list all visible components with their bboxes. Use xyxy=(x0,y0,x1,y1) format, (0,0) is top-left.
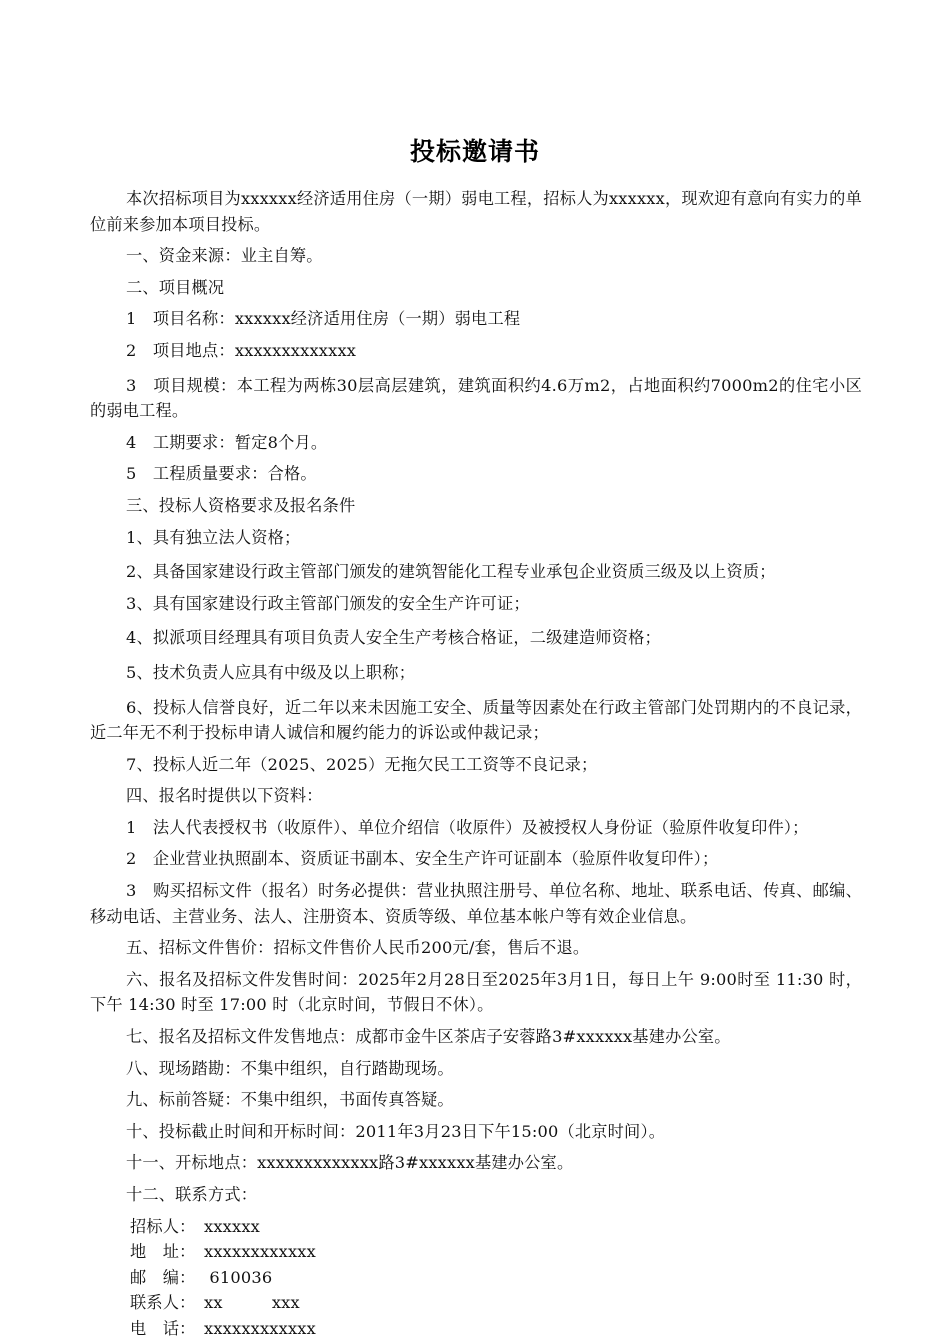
qualification-item: 4、拟派项目经理具有项目负责人安全生产考核合格证，二级建造师资格； xyxy=(126,628,661,648)
section-heading-documents: 四、报名时提供以下资料： xyxy=(126,786,323,806)
qualification-item: 6、投标人信誉良好，近二年以来未因施工安全、质量等因素处在行政主管部门处罚期内的不良记录，近二年无不利于投标申请人诚信和履约能力的诉讼或仲裁记录； xyxy=(90,697,862,743)
site-visit: 八、现场踏勘：不集中组织，自行踏勘现场。 xyxy=(126,1058,454,1078)
contact-row-address xyxy=(90,1239,862,1265)
project-scale: 3 项目规模：本工程为两栋30层高层建筑，建筑面积约4.6万m2，占地面积约7000m2的住宅小区的弱电工程。 xyxy=(90,375,862,421)
funding-source: 一、资金来源：业主自筹。 xyxy=(126,246,323,266)
contact-row-tenderer xyxy=(90,1214,862,1240)
section-heading-overview: 二、项目概况 xyxy=(126,277,225,297)
qualification-item: 2、具备国家建设行政主管部门颁发的建筑智能化工程专业承包企业资质三级及以上资质； xyxy=(126,562,776,582)
qualification-item: 1、具有独立法人资格； xyxy=(126,527,301,547)
document-item: 3 购买招标文件（报名）时务必提供：营业执照注册号、单位名称、地址、联系电话、传真、邮编、移动电话、主营业务、法人、注册资本、资质等级、单位基本帐户等有效企业信息。 xyxy=(90,881,862,926)
project-name: 1 项目名称：xxxxxx经济适用住房（一期）弱电工程 xyxy=(126,309,521,329)
contact-label: 电 话： xyxy=(130,1318,196,1338)
contact-row-phone xyxy=(90,1316,862,1342)
bid-deadline: 十、投标截止时间和开标时间：2011年3月23日下午15:00（北京时间）。 xyxy=(126,1121,666,1141)
bid-opening-location: 十一、开标地点：xxxxxxxxxxxxx路3#xxxxxx基建办公室。 xyxy=(126,1153,574,1173)
contact-value: 610036 xyxy=(204,1267,273,1287)
contact-value: xxxxxx xyxy=(204,1216,260,1236)
contact-label: 地 址： xyxy=(130,1242,196,1262)
contact-label: 招标人： xyxy=(130,1216,196,1236)
section-heading-qualification: 三、投标人资格要求及报名条件 xyxy=(126,495,356,515)
registration-time: 六、报名及招标文件发售时间：2025年2月28日至2025年3月1日，每日上午 9:00时至 11:30 时，下午 14:30 时至 17:00 时（北京时间，节假日不休）。 xyxy=(90,969,862,1015)
registration-location: 七、报名及招标文件发售地点：成都市金牛区茶店子安蓉路3#xxxxxx基建办公室。 xyxy=(126,1027,731,1047)
section-heading-contact: 十二、联系方式： xyxy=(126,1185,258,1204)
contact-row-postcode xyxy=(90,1265,862,1291)
schedule-requirement: 4 工期要求：暂定8个月。 xyxy=(126,432,328,452)
contact-row-person xyxy=(90,1290,862,1316)
pre-bid-qa: 九、标前答疑：不集中组织，书面传真答疑。 xyxy=(126,1090,454,1110)
intro-paragraph: 本次招标项目为xxxxxx经济适用住房（一期）弱电工程，招标人为xxxxxx，现欢迎有意向有实力的单位前来参加本项目投标。 xyxy=(90,189,862,234)
document-item: 2 企业营业执照副本、资质证书副本、安全生产许可证副本（验原件收复印件）； xyxy=(126,849,719,869)
contact-label: 联系人： xyxy=(130,1293,196,1313)
contact-value: xxxxxxxxxxxx xyxy=(204,1242,316,1262)
qualification-item: 3、具有国家建设行政主管部门颁发的安全生产许可证； xyxy=(126,593,530,613)
qualification-item: 5、技术负责人应具有中级及以上职称； xyxy=(126,662,416,682)
contact-value: xxxxxxxxxxxx xyxy=(204,1318,316,1338)
qualification-item: 7、投标人近二年（2025、2025）无拖欠民工工资等不良记录； xyxy=(126,754,598,774)
project-location: 2 项目地点：xxxxxxxxxxxxx xyxy=(126,340,357,360)
quality-requirement: 5 工程质量要求：合格。 xyxy=(126,464,317,484)
document-title: 投标邀请书 xyxy=(409,137,540,166)
document-body xyxy=(90,186,862,1342)
tender-document-price: 五、招标文件售价：招标文件售价人民币200元/套，售后不退。 xyxy=(126,938,590,958)
document-item: 1 法人代表授权书（收原件）、单位介绍信（收原件）及被授权人身份证（验原件收复印件）； xyxy=(126,817,809,837)
contact-value: xx xxx xyxy=(204,1293,300,1313)
contact-label: 邮 编： xyxy=(130,1267,196,1287)
